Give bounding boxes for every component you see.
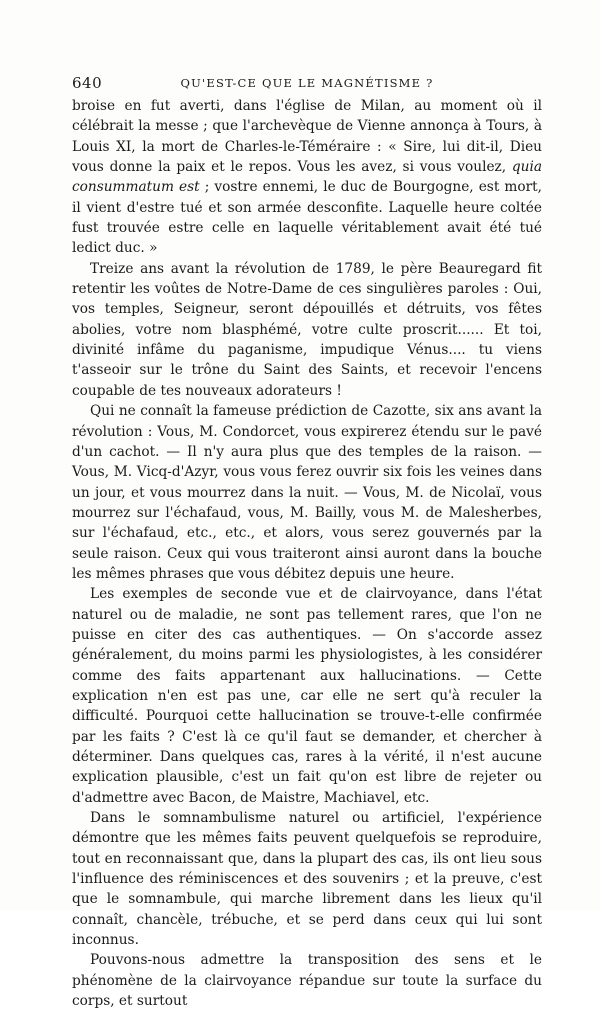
paragraph-transposition: Pouvons-nous admettre la transposition des sens et le phénomène de la clairvoyance répandue sur toute la surface du corps, et surtout <box>72 952 542 1010</box>
page-body <box>72 96 542 1011</box>
page-header <box>72 74 542 94</box>
paragraph-cazotte: Qui ne connaît la fameuse prédiction de Cazotte, six ans avant la révolution : Vous, M. Condorcet, vous expirerez étendu sur le pavé d'un cachot. — Il n'y aura plus que des temples de la raison. — Vous, M. Vicq-d'Azyr, vous vous ferez ouvrir six fois les veines dans un jour, et vous mourrez dans la nuit. — Vous, M. de Nicolaï, vous mourrez sur l'échafaud, vous, M. Bailly, vous M. de Malesherbes, sur l'échafaud, etc., etc., et alors, vous serez gouvernés par la seule raison. Ceux qui vous traiteront ainsi auront dans la bouche les mêmes phrases que vous débitez depuis une heure. <box>72 403 542 582</box>
paragraph-clairvoyance: Les exemples de seconde vue et de clairvoyance, dans l'état naturel ou de maladie, ne sont pas tellement rares, que l'on ne puisse en citer des cas authentiques. — On s'accorde assez généralement, du moins parmi les physiologistes, à les considérer comme des faits appartenant aux hallucinations. — Cette explication n'en est pas une, car elle ne sert qu'à reculer la difficulté. Pourquoi cette hallucination se trouve-t-elle confirmée par les faits ? C'est là ce qu'il faut se demander, et chercher à déterminer. Dans quelques cas, rares à la vérité, il n'est aucune explication plausible, c'est un fait qu'on est libre de rejeter ou d'admettre avec Bacon, de Maistre, Machiavel, etc. <box>72 586 542 806</box>
paragraph-somnambulisme: Dans le somnambulisme naturel ou artificiel, l'expérience démontre que les mêmes faits peuvent quelquefois se reproduire, tout en reconnaissant que, dans la plupart des cas, ils ont lieu sous l'influence des réminiscences et des souvenirs ; et la preuve, c'est que le somnambule, qui marche librement dans les lieux qu'il connaît, chancèle, trébuche, et se perd dans ceux qui lui sont inconnus. <box>72 810 542 949</box>
paragraph-text: ; vostre ennemi, le duc de Bourgogne, est mort, il vient d'estre tué et son armée desconfite. Laquelle heure coltée fust trouvée estre celle en laquelle véritablement avait été tué ledict duc. » <box>72 179 543 257</box>
paragraph-continued <box>72 96 542 259</box>
paragraph-beauregard: Treize ans avant la révolution de 1789, le père Beauregard fit retentir les voûtes de Notre-Dame de ces singulières paroles : Oui, vos temples, Seigneur, seront dépouillés et détruits, vos fêtes abolies, votre nom blasphémé, votre culte proscrit...... Et toi, divinité infâme du paganisme, impudique Vénus.... tu viens t'asseoir sur le trône du Saint des Saints, et recevoir l'encens coupable de tes nouveaux adorateurs ! <box>72 260 542 399</box>
paragraph-text: broise en fut averti, dans l'église de Milan, au moment où il célébrait la messe ; que l'archevèque de Vienne annonça à Tours, à Louis XI, la mort de Charles-le-Téméraire : « Sire, lui dit-il, Dieu vous donne la paix et le repos. Vous les avez, si vous voulez, <box>72 98 542 176</box>
page-number: 640 <box>72 74 103 92</box>
running-title: QU'EST-CE QUE LE MAGNÉTISME ? <box>180 76 434 90</box>
latin-quote: quia consummatum est <box>72 159 542 196</box>
